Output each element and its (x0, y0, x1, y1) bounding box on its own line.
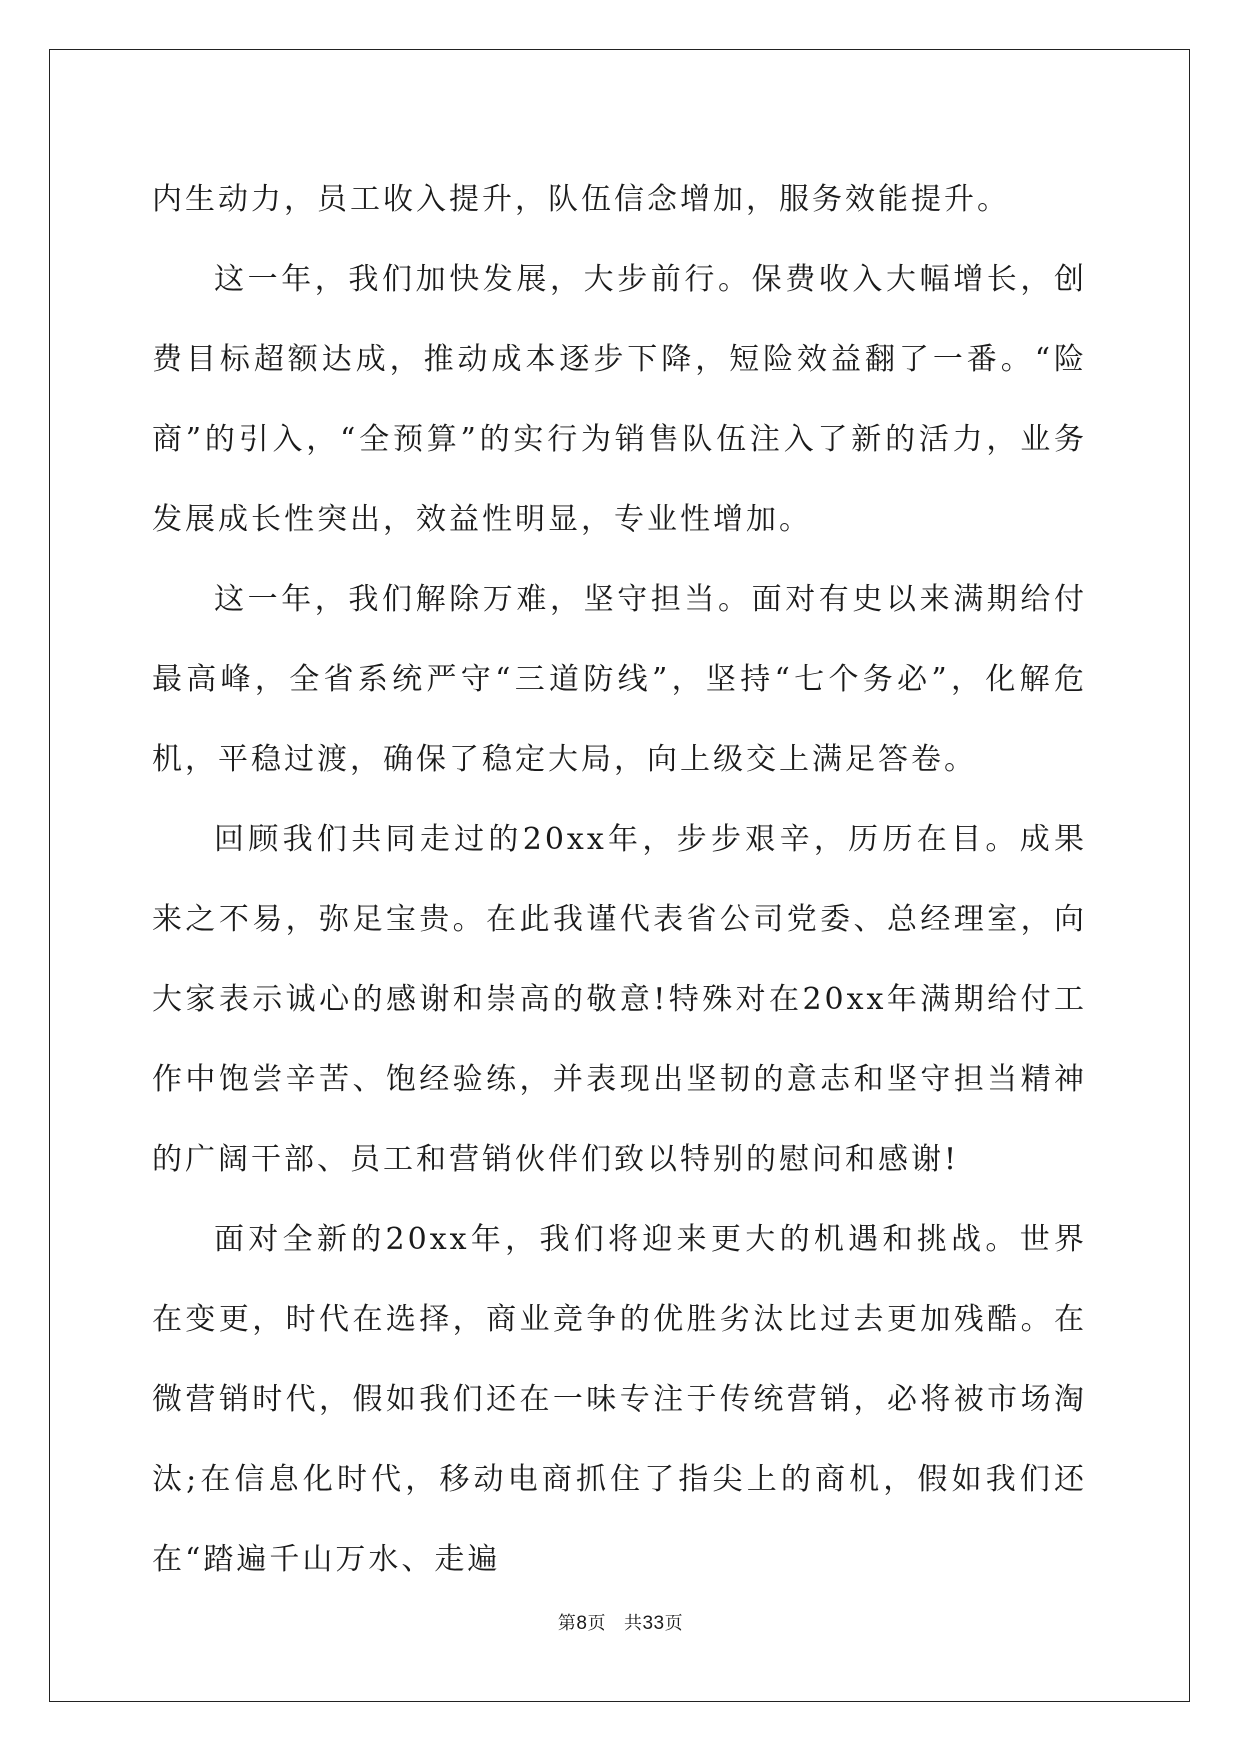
footer-total-prefix: 共 (623, 1613, 643, 1634)
footer-total-suffix: 页 (664, 1613, 684, 1634)
footer-page-prefix: 第 (557, 1613, 577, 1634)
paragraph-4: 回顾我们共同走过的20xx年，步步艰辛，历历在目。成果来之不易，弥足宝贵。在此我谨代表省公司党委、总经理室，向大家表示诚心的感谢和崇高的敬意!特殊对在20xx年满期给付工作中饱尝辛苦、饱经验练，并表现出坚韧的意志和坚守担当精神的广阔干部、员工和营销伙伴们致以特别的慰问和感谢! (152, 822, 1087, 1177)
paragraph-3: 这一年，我们解除万难，坚守担当。面对有史以来满期给付最高峰，全省系统严守“三道防线”，坚持“七个务必”，化解危机，平稳过渡，确保了稳定大局，向上级交上满足答卷。 (152, 582, 1087, 777)
paragraph-2: 这一年，我们加快发展，大步前行。保费收入大幅增长，创费目标超额达成，推动成本逐步下降，短险效益翻了一番。“险商”的引入，“全预算”的实行为销售队伍注入了新的活力，业务发展成长性突出，效益性明显，专业性增加。 (152, 262, 1087, 537)
paragraph-1: 内生动力，员工收入提升，队伍信念增加，服务效能提升。 (152, 182, 1010, 217)
paragraph-5: 面对全新的20xx年，我们将迎来更大的机遇和挑战。世界在变更，时代在选择，商业竞争的优胜劣汰比过去更加残酷。在微营销时代，假如我们还在一味专注于传统营销，必将被市场淘汰;在信息化时代，移动电商抓住了指尖上的商机，假如我们还在“踏遍千山万水、走遍 (152, 1222, 1087, 1577)
footer-page-suffix: 页 (587, 1613, 606, 1634)
footer-page-number: 8 (576, 1613, 588, 1634)
page-footer (0, 1612, 1241, 1636)
document-body (152, 160, 1087, 1600)
footer-total-pages: 33 (642, 1613, 665, 1634)
